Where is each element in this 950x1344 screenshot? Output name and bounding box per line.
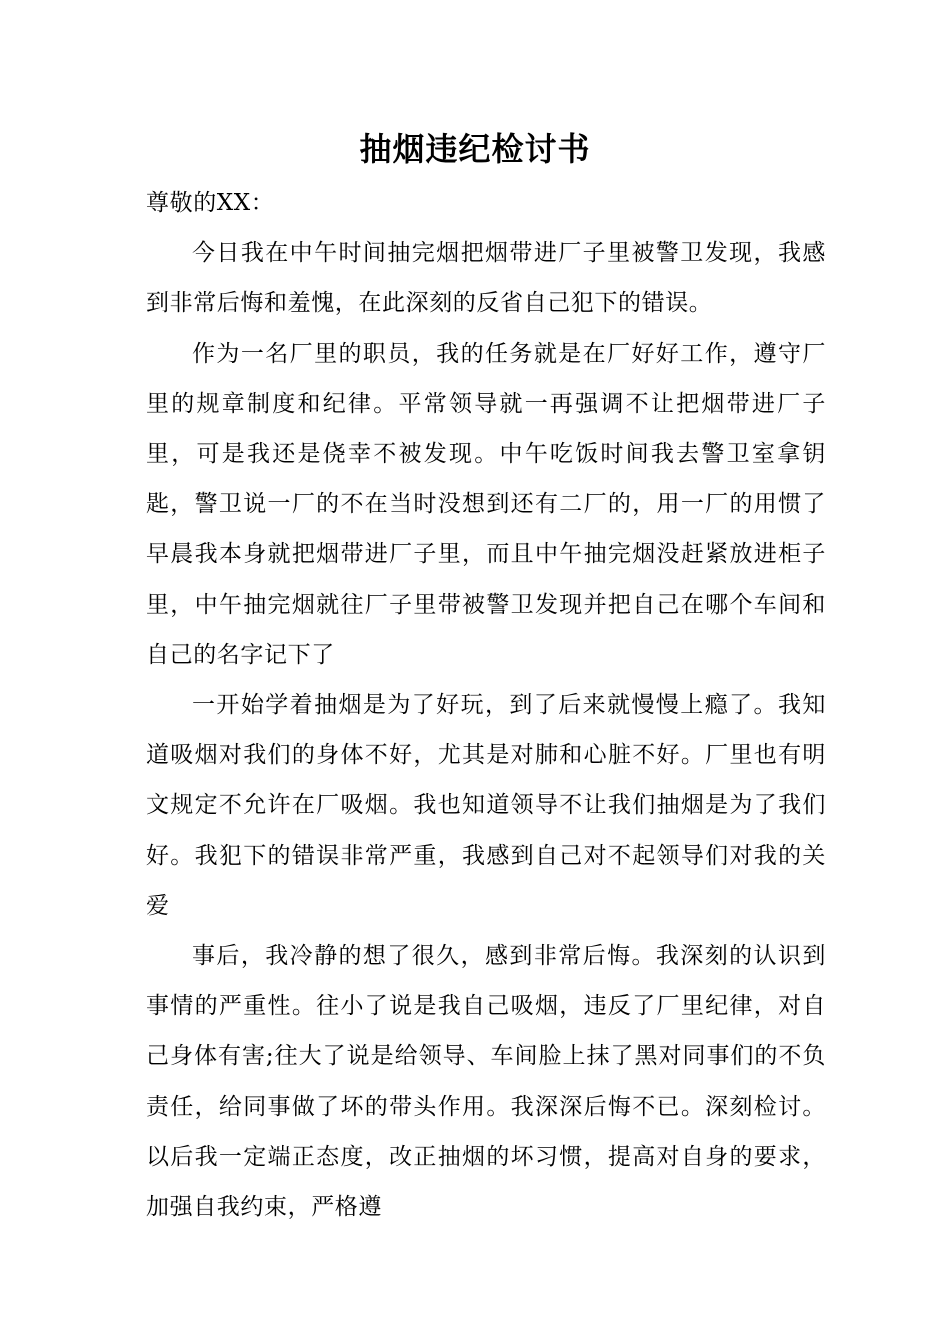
document-title: 抽烟违纪检讨书 bbox=[359, 130, 591, 168]
document-body bbox=[146, 178, 826, 1232]
paragraph-3: 一开始学着抽烟是为了好玩，到了后来就慢慢上瘾了。我知道吸烟对我们的身体不好，尤其是对肺和心脏不好。厂里也有明文规定不允许在厂吸烟。我也知道领导不让我们抽烟是为了我们好。我犯下的错误非常严重，我感到自己对不起领导们对我的关爱 bbox=[146, 692, 826, 919]
paragraph-2: 作为一名厂里的职员，我的任务就是在厂好好工作，遵守厂里的规章制度和纪律。平常领导就一再强调不让把烟带进厂子里，可是我还是侥幸不被发现。中午吃饭时间我去警卫室拿钥匙，警卫说一厂的不在当时没想到还有二厂的，用一厂的用惯了早晨我本身就把烟带进厂子里，而且中午抽完烟没赶紧放进柜子里，中午抽完烟就往厂子里带被警卫发现并把自己在哪个车间和自己的名字记下了 bbox=[146, 340, 826, 668]
salutation: 尊敬的XX： bbox=[146, 190, 275, 216]
paragraph-1: 今日我在中午时间抽完烟把烟带进厂子里被警卫发现，我感到非常后悔和羞愧，在此深刻的反省自己犯下的错误。 bbox=[146, 240, 826, 317]
paragraph-4: 事后，我冷静的想了很久，感到非常后悔。我深刻的认识到事情的严重性。往小了说是我自己吸烟，违反了厂里纪律，对自己身体有害;往大了说是给领导、车间脸上抹了黑对同事们的不负责任，给同事做了坏的带头作用。我深深后悔不已。深刻检讨。以后我一定端正态度，改正抽烟的坏习惯，提高对自身的要求，加强自我约束，严格遵 bbox=[146, 943, 826, 1221]
